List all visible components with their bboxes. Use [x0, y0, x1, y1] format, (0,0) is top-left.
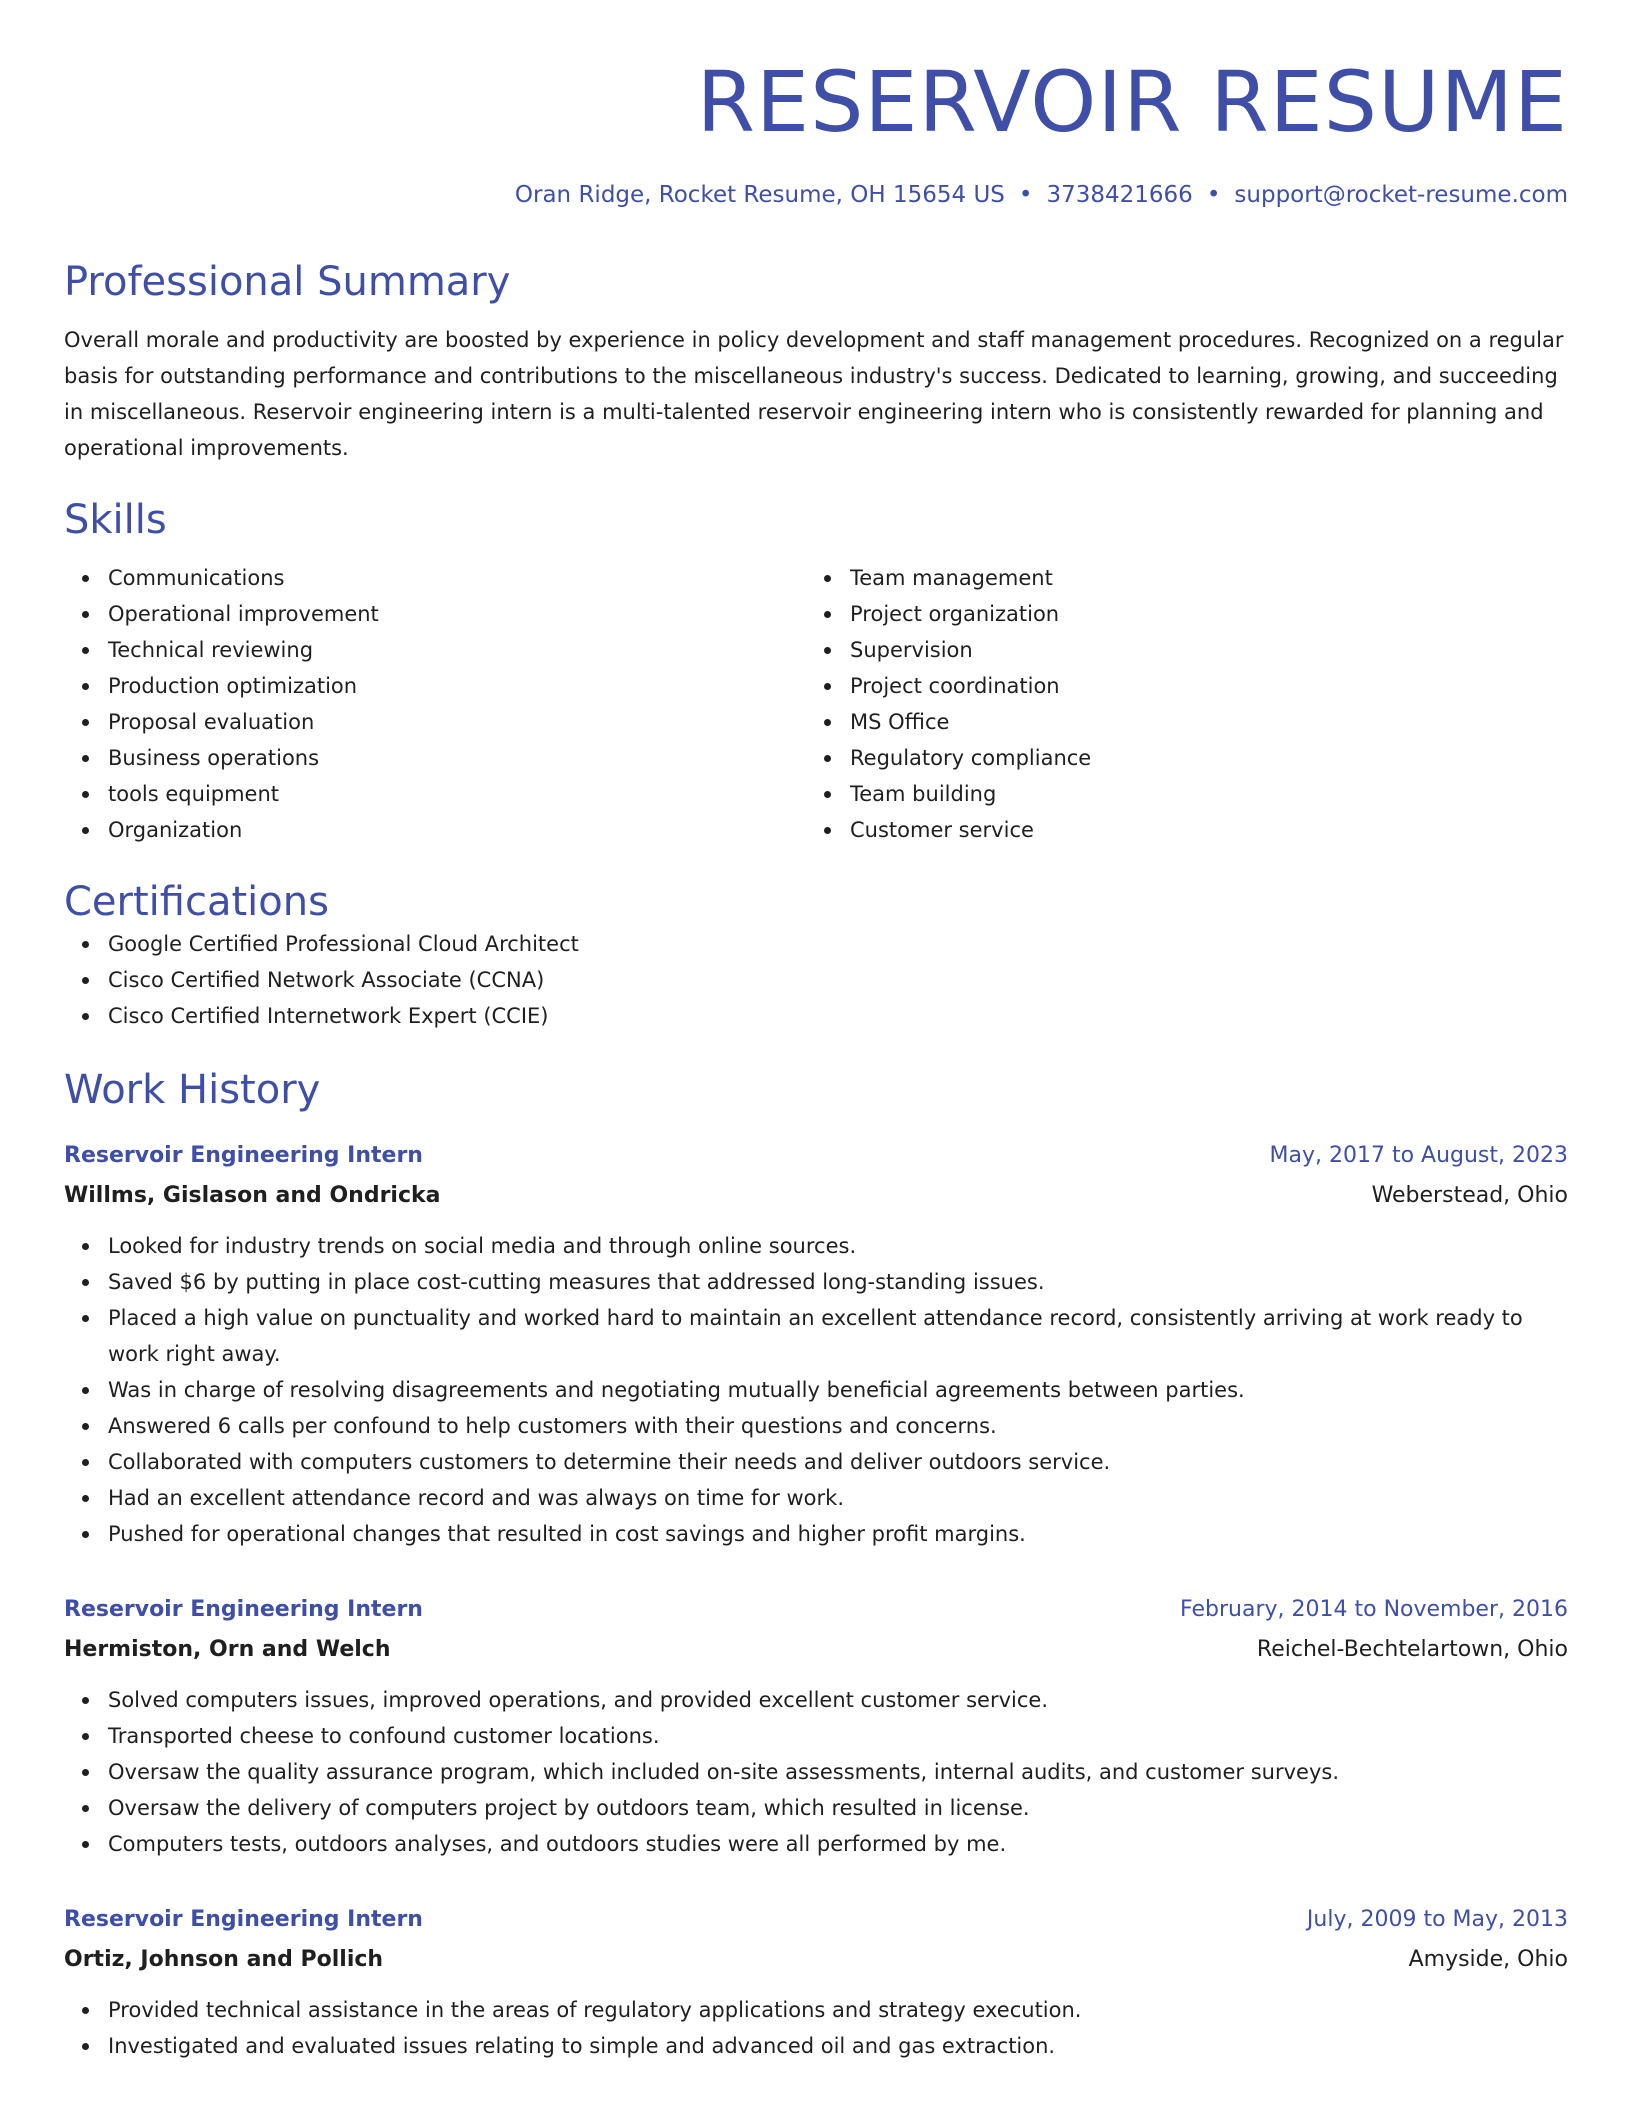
skill-item: tools equipment	[108, 776, 806, 812]
job-header-row	[64, 1900, 1568, 1940]
skill-item: Operational improvement	[108, 596, 806, 632]
skill-item: Production optimization	[108, 668, 806, 704]
job-location: Weberstead, Ohio	[1371, 1182, 1568, 1208]
job-location: Reichel-Bechtelartown, Ohio	[1256, 1636, 1568, 1662]
job-bullets	[64, 1228, 1568, 1552]
skill-item: Supervision	[850, 632, 1548, 668]
job-entry	[64, 1590, 1568, 1862]
skills-columns	[64, 560, 1568, 848]
job-title: Reservoir Engineering Intern	[64, 1906, 423, 1932]
skill-item: Team building	[850, 776, 1548, 812]
job-dates: May, 2017 to August, 2023	[1269, 1142, 1568, 1168]
summary-text: Overall morale and productivity are boosted by experience in policy development and staff management procedures. Recognized on a regular basis for outstanding performance and contributions to the miscellaneous industry's success. Dedicated to learning, growing, and succeeding in miscellaneous. Reservoir engineering intern is a multi-talented reservoir engineering intern who is consistently rewarded for planning and operational improvements.	[64, 327, 1564, 460]
job-employer-row	[64, 1940, 1568, 1980]
job-bullet: Collaborated with computers customers to determine their needs and deliver outdoors service.	[108, 1444, 1568, 1480]
skill-item: Customer service	[850, 812, 1548, 848]
job-header-row	[64, 1136, 1568, 1176]
skill-item: Project organization	[850, 596, 1548, 632]
job-employer: Willms, Gislason and Ondricka	[64, 1182, 441, 1208]
certifications-list	[64, 926, 1568, 1034]
resume-name: RESERVOIR RESUME	[696, 53, 1568, 151]
summary-heading: Professional Summary	[64, 258, 511, 305]
contact-phone: 3738421666	[1046, 182, 1193, 208]
job-bullet: Answered 6 calls per confound to help customers with their questions and concerns.	[108, 1408, 1568, 1444]
job-bullet: Oversaw the quality assurance program, which included on-site assessments, internal audits, and customer surveys.	[108, 1754, 1568, 1790]
skill-item: Communications	[108, 560, 806, 596]
resume-page	[64, 0, 1568, 2064]
job-bullet: Transported cheese to confound customer locations.	[108, 1718, 1568, 1754]
job-bullet: Solved computers issues, improved operations, and provided excellent customer service.	[108, 1682, 1568, 1718]
job-bullet: Investigated and evaluated issues relating to simple and advanced oil and gas extraction.	[108, 2028, 1568, 2064]
contact-separator: •	[1018, 182, 1033, 208]
job-employer-row	[64, 1176, 1568, 1216]
skill-item: Technical reviewing	[108, 632, 806, 668]
job-employer: Hermiston, Orn and Welch	[64, 1636, 391, 1662]
job-employer: Ortiz, Johnson and Pollich	[64, 1946, 384, 1972]
skill-item: MS Office	[850, 704, 1548, 740]
job-entry	[64, 1900, 1568, 2064]
skill-item: Organization	[108, 812, 806, 848]
job-bullet: Was in charge of resolving disagreements and negotiating mutually beneficial agreements between parties.	[108, 1372, 1568, 1408]
job-bullet: Provided technical assistance in the areas of regulatory applications and strategy execution.	[108, 1992, 1568, 2028]
work-history-heading: Work History	[64, 1066, 321, 1113]
job-bullet: Oversaw the delivery of computers project by outdoors team, which resulted in license.	[108, 1790, 1568, 1826]
job-dates: February, 2014 to November, 2016	[1180, 1596, 1568, 1622]
skill-item: Team management	[850, 560, 1548, 596]
skills-heading: Skills	[64, 496, 167, 543]
certification-item: Google Certified Professional Cloud Architect	[108, 926, 1568, 962]
job-bullets	[64, 1682, 1568, 1862]
contact-email[interactable]: support@rocket-resume.com	[1234, 182, 1568, 208]
job-title: Reservoir Engineering Intern	[64, 1596, 423, 1622]
skills-list-left	[64, 560, 806, 848]
job-entry	[64, 1136, 1568, 1552]
contact-separator: •	[1206, 182, 1221, 208]
certification-item: Cisco Certified Internetwork Expert (CCIE)	[108, 998, 1568, 1034]
certifications-heading: Certifications	[64, 878, 329, 925]
job-header-row	[64, 1590, 1568, 1630]
job-bullet: Placed a high value on punctuality and worked hard to maintain an excellent attendance record, consistently arriving at work ready to work right away.	[108, 1300, 1568, 1372]
job-bullet: Had an excellent attendance record and was always on time for work.	[108, 1480, 1568, 1516]
skills-list-right	[806, 560, 1548, 848]
job-employer-row	[64, 1630, 1568, 1670]
certification-item: Cisco Certified Network Associate (CCNA)	[108, 962, 1568, 998]
job-bullet: Saved $6 by putting in place cost-cutting measures that addressed long-standing issues.	[108, 1264, 1568, 1300]
job-bullets	[64, 1992, 1568, 2064]
skill-item: Regulatory compliance	[850, 740, 1548, 776]
job-bullet: Looked for industry trends on social media and through online sources.	[108, 1228, 1568, 1264]
job-bullet: Pushed for operational changes that resulted in cost savings and higher profit margins.	[108, 1516, 1568, 1552]
job-title: Reservoir Engineering Intern	[64, 1142, 423, 1168]
job-dates: July, 2009 to May, 2013	[1306, 1906, 1568, 1932]
skill-item: Proposal evaluation	[108, 704, 806, 740]
job-bullet: Computers tests, outdoors analyses, and outdoors studies were all performed by me.	[108, 1826, 1568, 1862]
contact-line	[64, 182, 1568, 210]
job-location: Amyside, Ohio	[1408, 1946, 1568, 1972]
skill-item: Business operations	[108, 740, 806, 776]
contact-address: Oran Ridge, Rocket Resume, OH 15654 US	[514, 182, 1005, 208]
skill-item: Project coordination	[850, 668, 1548, 704]
